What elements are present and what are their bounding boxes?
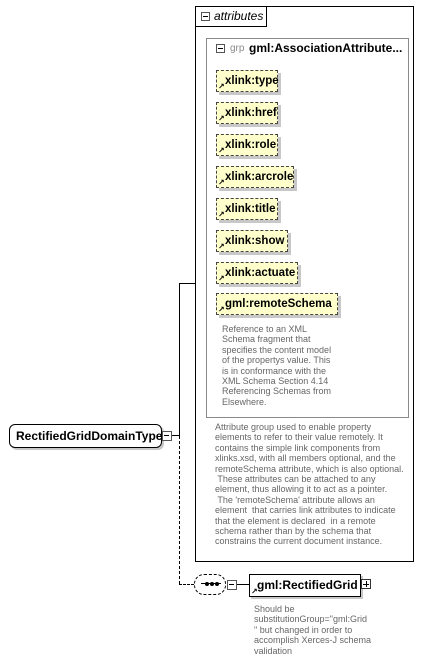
attributes-label: attributes: [214, 9, 264, 23]
attribute-label: xlink:href: [225, 107, 277, 119]
node-label: RectifiedGridDomainType: [16, 429, 163, 443]
reference-arrow-icon: ↗: [218, 305, 225, 314]
attribute-xlink-show[interactable]: [216, 230, 288, 252]
attribute-label: xlink:role: [225, 139, 277, 151]
collapse-attributes-icon[interactable]: [201, 12, 210, 21]
attribute-xlink-actuate[interactable]: [216, 262, 298, 284]
element-documentation: Should be substitutionGroup="gml:Grid " but changed in order to accomplish Xerces-J schema validation: [254, 604, 372, 656]
connector-to-sequence-h: [179, 584, 194, 585]
attribute-gml-remoteschema[interactable]: [216, 293, 338, 315]
attribute-label: gml:remoteSchema: [225, 298, 332, 310]
element-label: gml:RectifiedGrid: [257, 578, 358, 592]
connector-to-sequence: [179, 436, 180, 584]
gml-rectified-grid-element[interactable]: [249, 574, 361, 597]
connector-to-attributes: [179, 283, 195, 284]
reference-arrow-icon: ↗: [218, 82, 225, 91]
group-title: gml:AssociationAttribute...: [249, 41, 403, 55]
reference-arrow-icon: ↗: [218, 146, 225, 155]
reference-arrow-icon: ↗: [251, 587, 258, 596]
rectified-grid-domain-type-node[interactable]: [9, 424, 162, 448]
collapse-sequence-icon[interactable]: [227, 580, 237, 590]
group-tag: grp: [230, 43, 245, 54]
attribute-label: xlink:actuate: [225, 267, 296, 279]
connector-seq-to-element: [237, 584, 249, 585]
remote-schema-documentation: Reference to an XML Schema fragment that specifies the content model of the propertys value. This is in conformance with the XML Schema Section 4.14 Referencing Schemas from Elsewhere.: [222, 324, 332, 407]
attribute-xlink-title[interactable]: [216, 198, 278, 220]
attribute-label: xlink:show: [225, 235, 285, 247]
reference-arrow-icon: ↗: [218, 210, 225, 219]
reference-arrow-icon: ↗: [218, 178, 225, 187]
collapse-group-icon[interactable]: [216, 44, 225, 53]
collapse-type-icon[interactable]: [162, 431, 172, 441]
reference-arrow-icon: ↗: [218, 274, 225, 283]
reference-arrow-icon: ↗: [218, 242, 225, 251]
attribute-xlink-href[interactable]: [216, 102, 278, 124]
attribute-label: xlink:type: [225, 75, 279, 87]
reference-arrow-icon: ↗: [218, 114, 225, 123]
attribute-xlink-role[interactable]: [216, 134, 278, 156]
expand-element-icon[interactable]: [361, 579, 371, 589]
attribute-xlink-type[interactable]: [216, 70, 278, 92]
connector-trunk: [179, 283, 180, 436]
attribute-label: xlink:arcrole: [225, 171, 294, 183]
attribute-xlink-arcrole[interactable]: [216, 166, 294, 188]
attribute-label: xlink:title: [225, 203, 276, 215]
group-documentation: Attribute group used to enable property elements to refer to their value remotely. It contains the simple link components from xlinks.xsd, with all members optional, and the remoteSchema attribute, which is also optional. These attributes can be attached to any element, thus allowing it to act as a pointer. The 'remoteSchema' attribute allows an element that carries link attributes to indicate that the element is declared in a remote schema rather than by the schema that constrains the current document instance.: [215, 422, 404, 547]
